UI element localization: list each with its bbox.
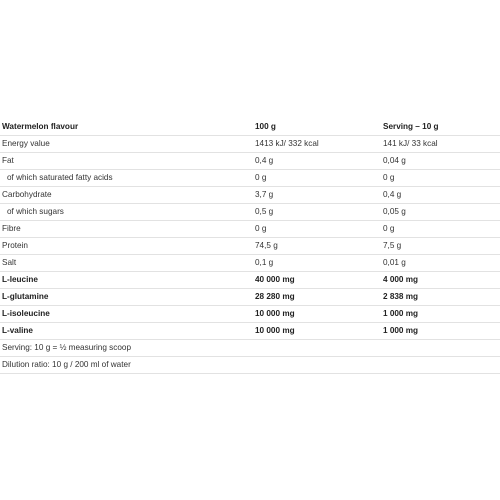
value-per-serving: 0,05 g	[383, 207, 406, 216]
header-per-serving: Serving – 10 g	[383, 122, 439, 131]
value-per-serving: 141 kJ/ 33 kcal	[383, 139, 438, 148]
table-body	[0, 136, 500, 340]
value-per-serving: 1 000 mg	[383, 309, 419, 318]
value-per-serving: 0,04 g	[383, 156, 406, 165]
nutrient-label: Fat	[2, 156, 14, 165]
table-notes	[0, 340, 500, 374]
table-row	[0, 289, 500, 306]
table-header-row	[0, 119, 500, 136]
nutrient-label: Protein	[2, 241, 28, 250]
value-per-serving: 0 g	[383, 224, 395, 233]
value-per-serving: 0 g	[383, 173, 395, 182]
table-row	[0, 204, 500, 221]
value-per-serving: 0,4 g	[383, 190, 402, 199]
table-row	[0, 221, 500, 238]
value-per-serving: 7,5 g	[383, 241, 402, 250]
value-per-100g: 0 g	[255, 173, 267, 182]
nutrition-table	[0, 119, 500, 374]
table-row	[0, 306, 500, 323]
table-row	[0, 136, 500, 153]
table-row	[0, 323, 500, 340]
nutrient-label: Fibre	[2, 224, 21, 233]
value-per-100g: 0,5 g	[255, 207, 274, 216]
value-per-100g: 28 280 mg	[255, 292, 295, 301]
value-per-100g: 3,7 g	[255, 190, 274, 199]
nutrient-label: L-glutamine	[2, 292, 49, 301]
value-per-100g: 0 g	[255, 224, 267, 233]
header-per-100g: 100 g	[255, 122, 276, 131]
nutrient-label: L-valine	[2, 326, 33, 335]
note-row	[0, 357, 500, 374]
nutrient-label: of which sugars	[7, 207, 64, 216]
nutrient-label: Carbohydrate	[2, 190, 52, 199]
value-per-100g: 0,4 g	[255, 156, 274, 165]
value-per-serving: 4 000 mg	[383, 275, 419, 284]
value-per-serving: 2 838 mg	[383, 292, 419, 301]
value-per-100g: 10 000 mg	[255, 326, 295, 335]
note-row	[0, 340, 500, 357]
table-row	[0, 187, 500, 204]
header-flavour: Watermelon flavour	[2, 122, 79, 131]
table-row	[0, 272, 500, 289]
value-per-serving: 1 000 mg	[383, 326, 419, 335]
table-row	[0, 153, 500, 170]
value-per-100g: 40 000 mg	[255, 275, 295, 284]
nutrient-label: Salt	[2, 258, 17, 267]
note-text: Serving: 10 g = ½ measuring scoop	[2, 343, 132, 352]
value-per-100g: 10 000 mg	[255, 309, 295, 318]
value-per-serving: 0,01 g	[383, 258, 406, 267]
note-text: Dilution ratio: 10 g / 200 ml of water	[2, 360, 131, 369]
nutrient-label: L-leucine	[2, 275, 38, 284]
nutrient-label: L-isoleucine	[2, 309, 50, 318]
value-per-100g: 0,1 g	[255, 258, 274, 267]
table-row	[0, 255, 500, 272]
value-per-100g: 1413 kJ/ 332 kcal	[255, 139, 319, 148]
table-row	[0, 238, 500, 255]
nutrient-label: of which saturated fatty acids	[7, 173, 113, 182]
table-row	[0, 170, 500, 187]
nutrient-label: Energy value	[2, 139, 50, 148]
value-per-100g: 74,5 g	[255, 241, 278, 250]
